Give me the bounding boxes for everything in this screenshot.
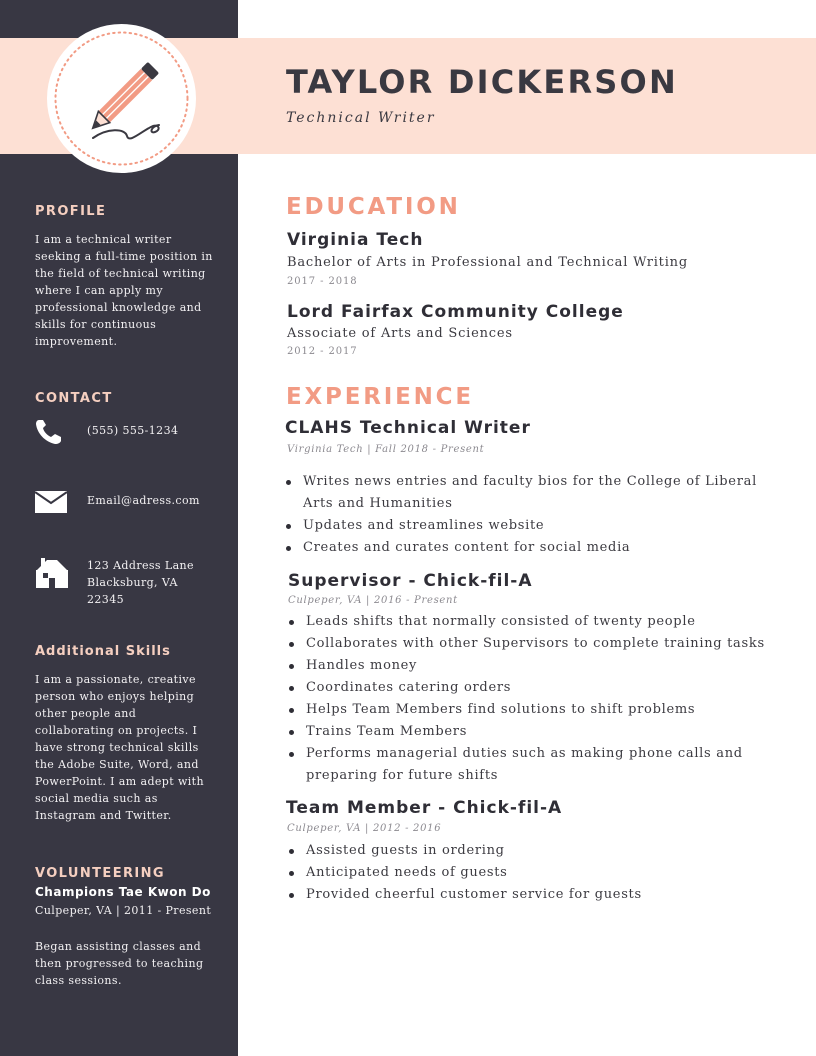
envelope-icon [35,491,67,513]
list-item: Handles money [288,655,788,677]
list-item: Helps Team Members find solutions to shift problems [288,699,788,721]
job-title: Team Member - Chick-fil-A [286,798,563,818]
avatar [47,24,196,173]
person-title: Technical Writer [286,110,436,126]
phone-icon [35,419,65,445]
job-title: Supervisor - Chick-fil-A [288,571,533,591]
list-item: Updates and streamlines website [285,515,785,537]
list-item: Collaborates with other Supervisors to complete training tasks [288,633,788,655]
volunteering-heading: VOLUNTEERING [35,866,165,881]
list-item: Trains Team Members [288,721,788,743]
list-item: Provided cheerful customer service for guests [288,884,788,906]
address-line-3: 22345 [87,593,124,606]
job-meta: Virginia Tech | Fall 2018 - Present [287,444,485,455]
list-item: Anticipated needs of guests [288,862,788,884]
profile-heading: PROFILE [35,204,107,219]
school-name: Lord Fairfax Community College [287,302,624,322]
job-meta: Culpeper, VA | 2012 - 2016 [287,823,442,834]
list-item: Performs managerial duties such as making phone calls and preparing for future shifts [288,743,788,787]
person-name: TAYLOR DICKERSON [286,63,678,101]
degree: Bachelor of Arts in Professional and Technical Writing [287,255,688,270]
volunteering-text: Began assisting classes and then progressed to teaching class sessions. [35,940,204,987]
experience-heading: EXPERIENCE [286,384,474,410]
house-icon [35,558,69,588]
email-address: Email@adress.com [87,494,200,507]
volunteering-org: Champions Tae Kwon Do [35,885,211,899]
degree: Associate of Arts and Sciences [287,326,513,341]
list-item: Leads shifts that normally consisted of twenty people [288,611,788,633]
phone-number: (555) 555-1234 [87,424,179,437]
address-line-1: 123 Address Lane [87,559,194,572]
skills-heading: Additional Skills [35,644,171,659]
job-title: CLAHS Technical Writer [285,418,531,438]
address [87,557,227,608]
education-years: 2017 - 2018 [287,276,358,287]
address-line-2: Blacksburg, VA [87,576,178,589]
job-meta: Culpeper, VA | 2016 - Present [288,595,458,606]
contact-heading: CONTACT [35,391,113,406]
education-heading: EDUCATION [286,194,461,220]
list-item: Coordinates catering orders [288,677,788,699]
pencil-icon [47,24,196,173]
list-item: Assisted guests in ordering [288,840,788,862]
job-bullets [288,611,788,787]
job-bullets [285,471,785,559]
job-bullets [288,840,788,906]
volunteering-meta: Culpeper, VA | 2011 - Present [35,904,212,917]
education-years: 2012 - 2017 [287,346,358,357]
list-item: Creates and curates content for social media [285,537,785,559]
skills-text: I am a passionate, creative person who enjoys helping other people and collaborating on projects. I have strong technical skills the Adobe Suite, Word, and PowerPoint. I am adept with social media such as Instagram and Twitter. [35,673,204,822]
school-name: Virginia Tech [287,230,424,250]
list-item: Writes news entries and faculty bios for the College of Liberal Arts and Humanities [285,471,785,515]
profile-text: I am a technical writer seeking a full-time position in the field of technical writing where I can apply my professional knowledge and skills for continuous improvement. [35,233,213,348]
